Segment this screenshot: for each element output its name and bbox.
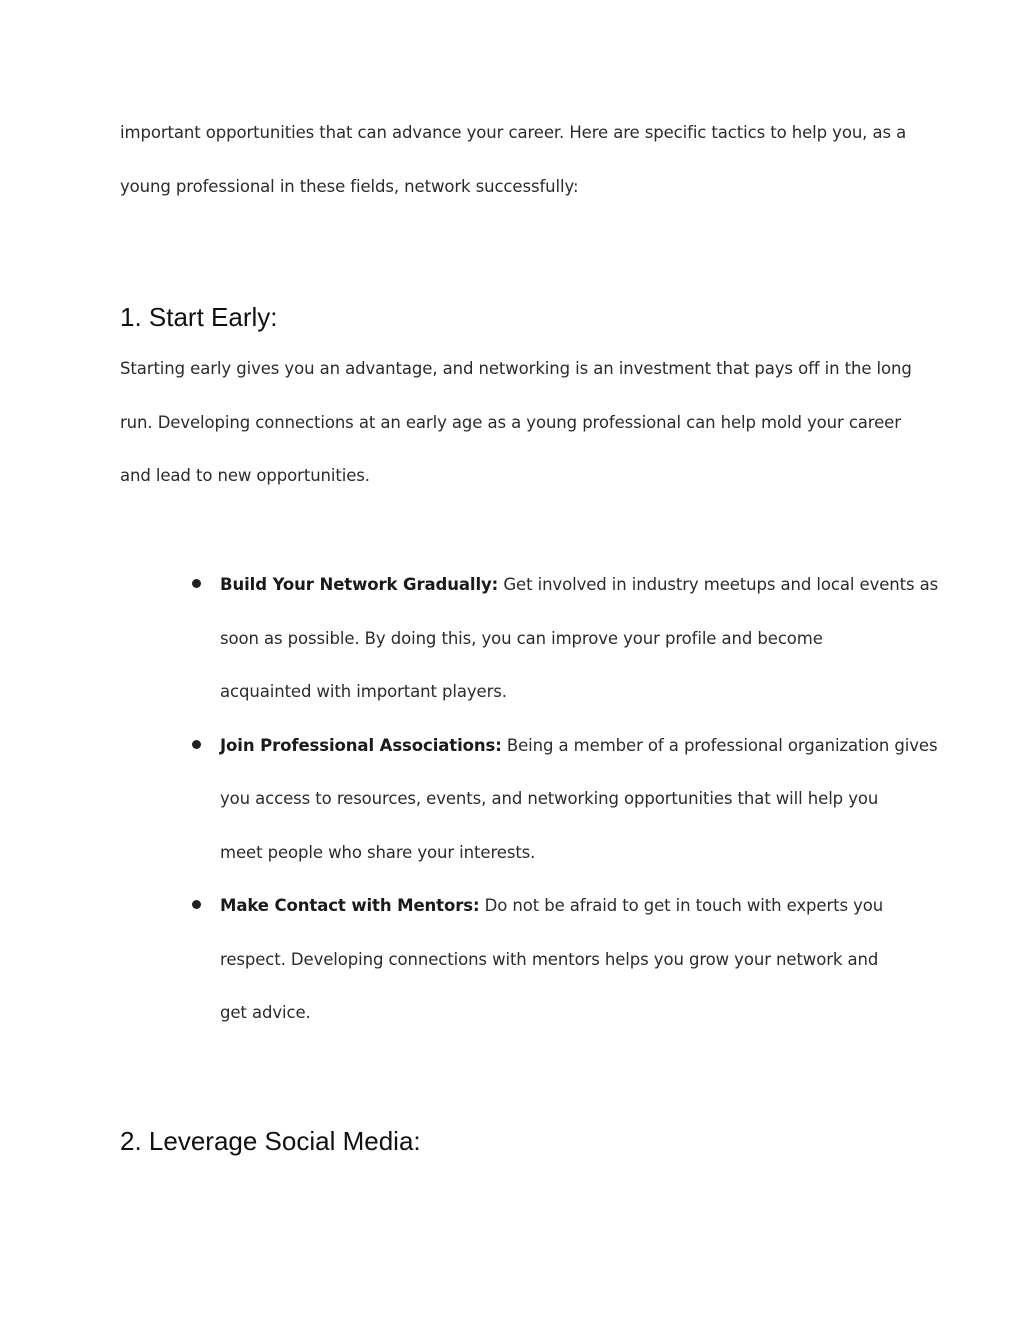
bullet-title: Join Professional Associations: — [220, 735, 502, 755]
bullet-dot-icon — [192, 579, 201, 588]
intro-paragraph — [120, 106, 910, 213]
bullet-line: get advice. — [220, 1003, 311, 1022]
intro-line-1: important opportunities that can advance your career. Here are specific tactics to help you, as a — [120, 123, 907, 142]
list-item — [188, 719, 938, 880]
bullet-text: Being a member of a professional organization gives — [501, 735, 938, 755]
section-1-heading: 1. Start Early: — [120, 302, 278, 332]
section-1-bullet-list — [188, 558, 939, 1040]
list-item — [188, 558, 939, 719]
bullet-line: respect. Developing connections with mentors helps you grow your network and — [220, 949, 879, 969]
bullet-dot-icon — [192, 740, 201, 749]
section-1-line-1: Starting early gives you an advantage, and networking is an investment that pays off in the long — [120, 359, 912, 378]
bullet-line: meet people who share your interests. — [220, 842, 536, 862]
bullet-line: you access to resources, events, and networking opportunities that will help you — [220, 789, 879, 808]
bullet-dot-icon — [192, 900, 201, 909]
section-1-line-2: run. Developing connections at an early age as a young professional can help mold your career — [120, 412, 901, 432]
section-1-paragraph — [120, 342, 910, 503]
bullet-line: acquainted with important players. — [220, 682, 507, 701]
intro-line-2: young professional in these fields, network successfully: — [120, 176, 579, 196]
bullet-title: Make Contact with Mentors: — [220, 896, 480, 915]
bullet-text: Get involved in industry meetups and local events as — [498, 575, 939, 594]
bullet-line: soon as possible. By doing this, you can improve your profile and become — [220, 628, 823, 648]
bullet-first-line — [220, 719, 938, 773]
bullet-first-line — [220, 558, 939, 612]
bullet-title: Build Your Network Gradually: — [220, 575, 499, 594]
list-item — [188, 879, 918, 1040]
bullet-first-line — [220, 879, 918, 933]
section-1-line-3: and lead to new opportunities. — [120, 466, 370, 485]
section-2-heading: 2. Leverage Social Media: — [120, 1126, 421, 1156]
bullet-text: Do not be afraid to get in touch with experts you — [479, 896, 884, 915]
